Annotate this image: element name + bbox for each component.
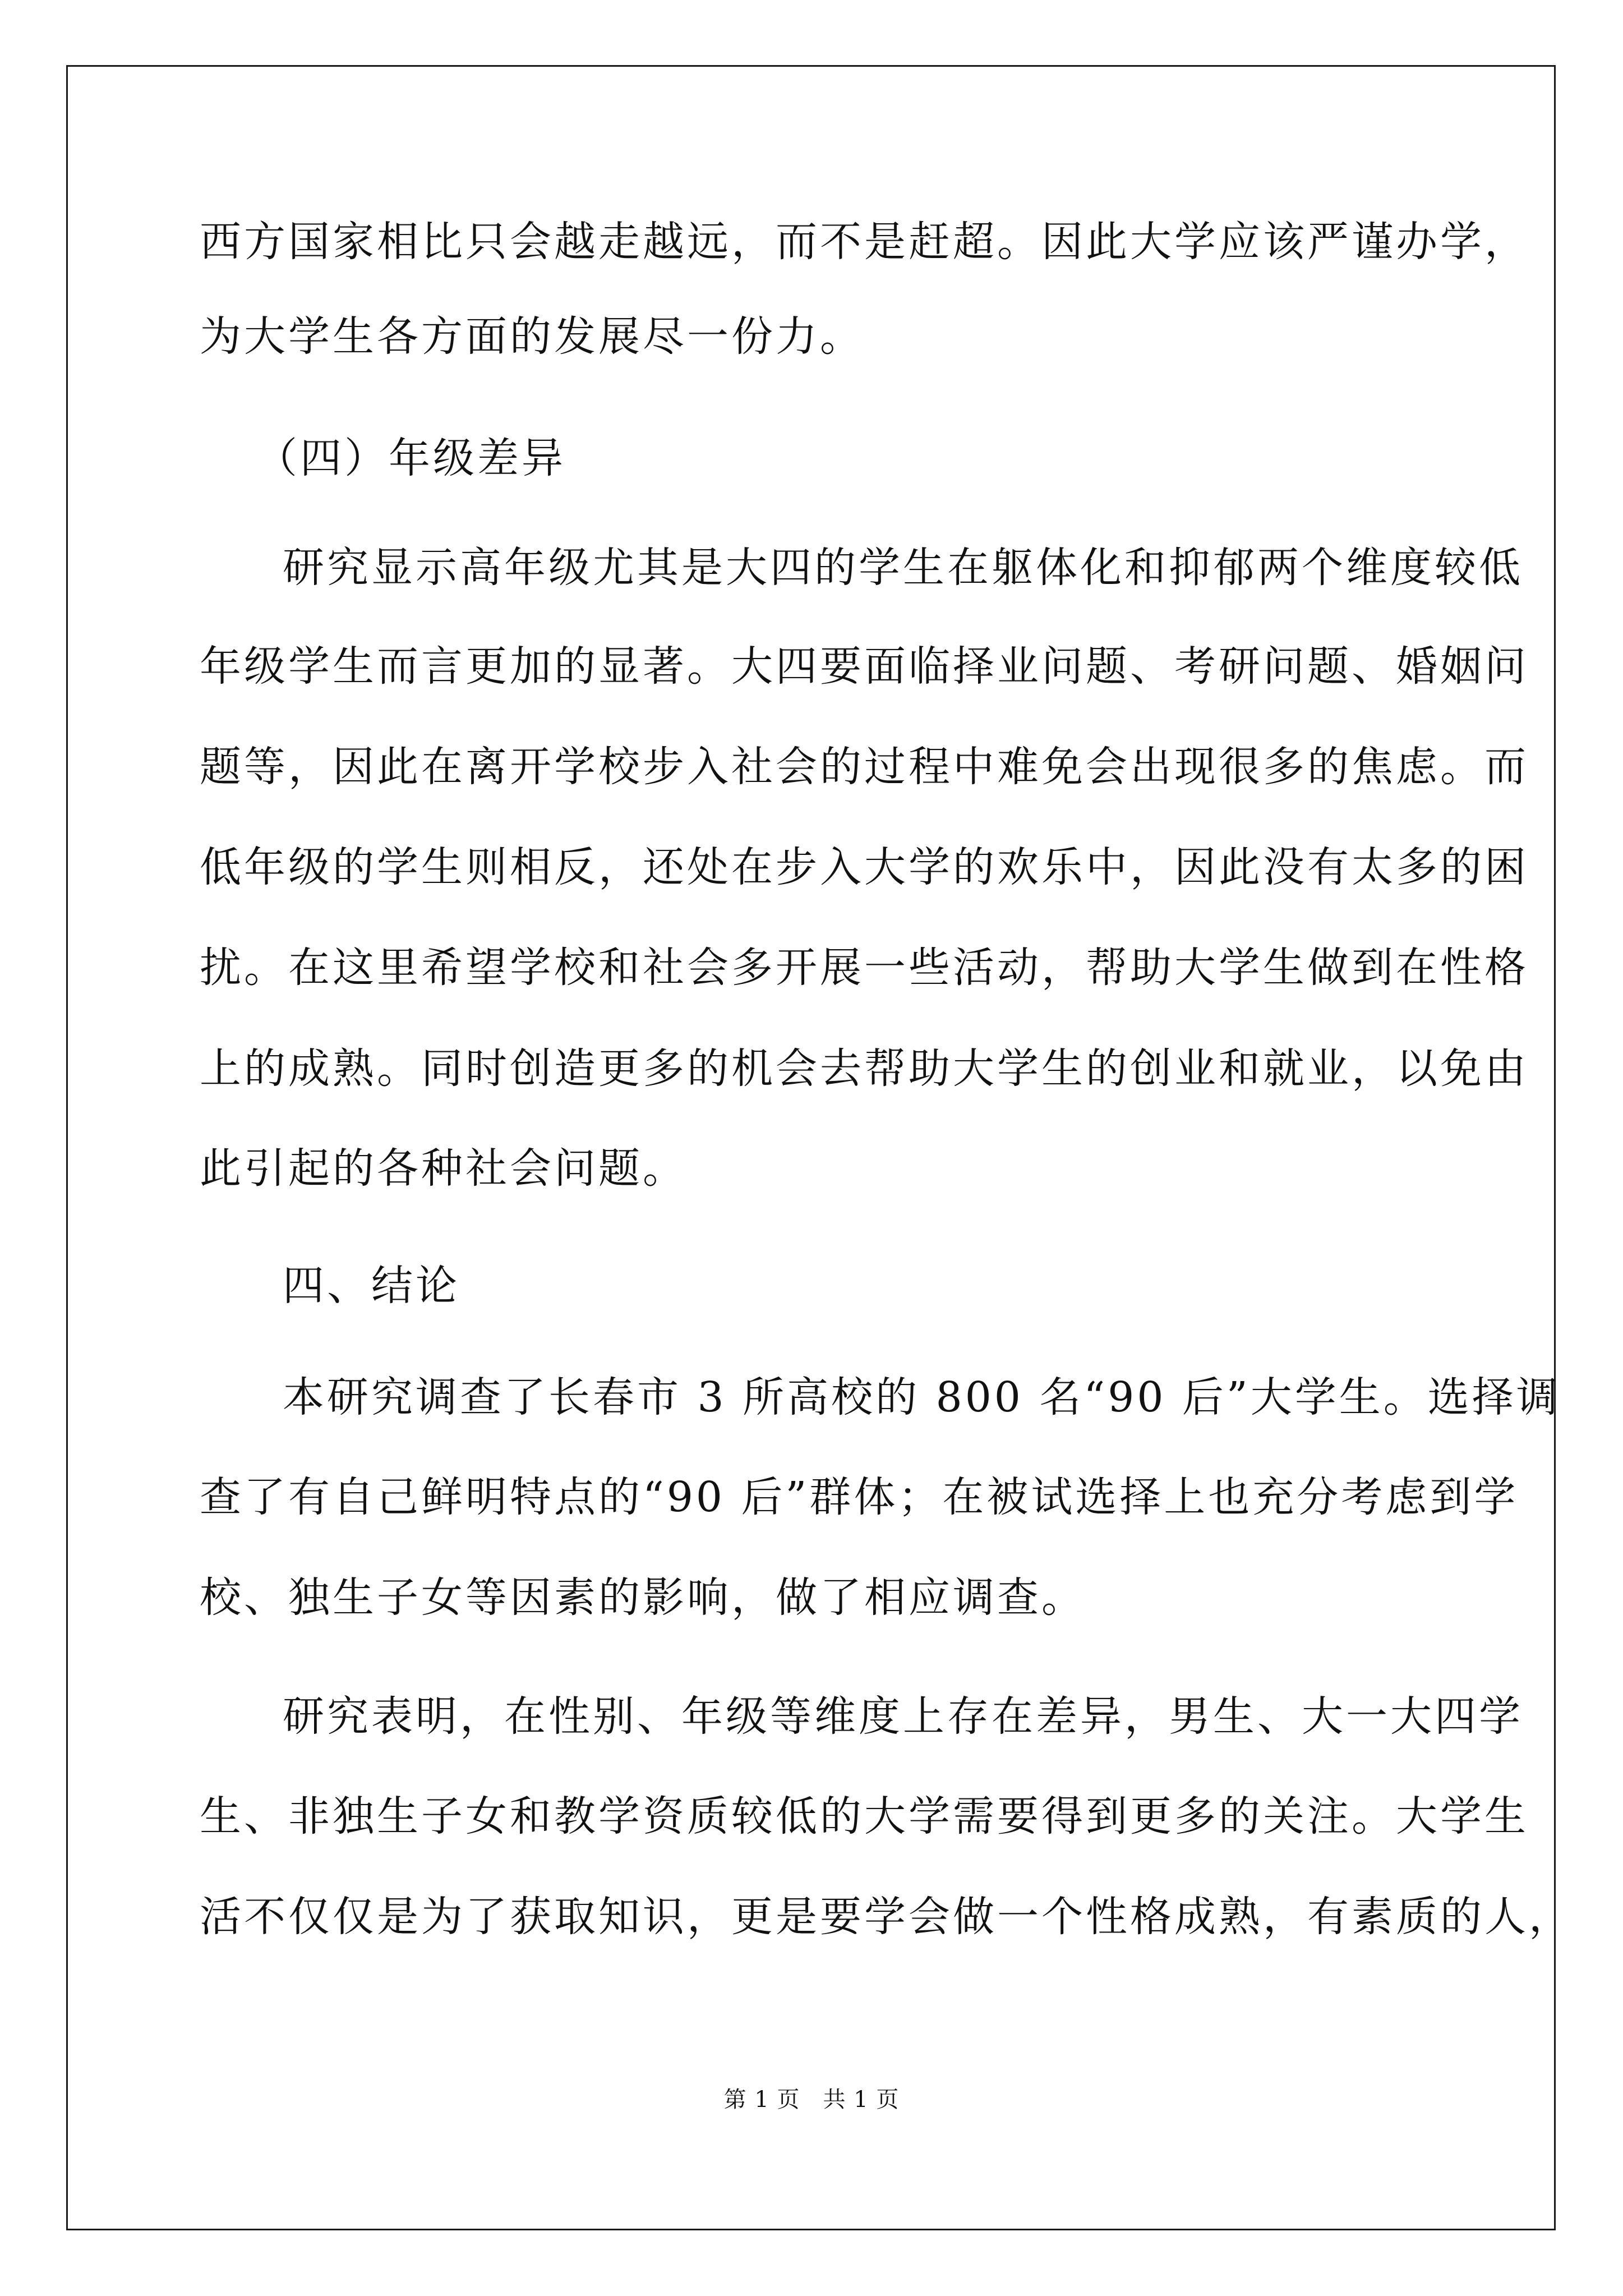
text-line: 校、独生子女等因素的影响，做了相应调查。: [200, 1573, 1086, 1622]
text-line: 年级学生而言更加的显著。大四要面临择业问题、考研问题、婚姻问: [200, 642, 1529, 691]
text-line: 活不仅仅是为了获取知识，更是要学会做一个性格成熟，有素质的人，: [200, 1893, 1573, 1941]
text-line: 题等，因此在离开学校步入社会的过程中难免会出现很多的焦虑。而: [200, 743, 1529, 791]
text-line: 西方国家相比只会越走越远，而不是赶超。因此大学应该严谨办学，: [200, 218, 1529, 266]
text-line: 为大学生各方面的发展尽一份力。: [200, 312, 864, 361]
section-heading: （四）年级差异: [256, 434, 566, 482]
text-line: 扰。在这里希望学校和社会多开展一些活动，帮助大学生做到在性格: [200, 944, 1529, 992]
text-line: 上的成熟。同时创造更多的机会去帮助大学生的创业和就业，以免由: [200, 1045, 1529, 1093]
text-line: 生、非独生子女和教学资质较低的大学需要得到更多的关注。大学生: [200, 1792, 1529, 1841]
text-line: 查了有自己鲜明特点的“90 后”群体；在被试选择上也充分考虑到学: [200, 1473, 1519, 1521]
paragraph-first-line: 研究显示高年级尤其是大四的学生在躯体化和抑郁两个维度较低: [283, 544, 1523, 592]
section-heading: 四、结论: [283, 1262, 460, 1310]
text-line: 低年级的学生则相反，还处在步入大学的欢乐中，因此没有太多的困: [200, 843, 1529, 891]
text-line: 此引起的各种社会问题。: [200, 1144, 687, 1193]
paragraph-first-line: 研究表明，在性别、年级等维度上存在差异，男生、大一大四学: [283, 1692, 1523, 1741]
paragraph-first-line: 本研究调查了长春市 3 所高校的 800 名“90 后”大学生。选择调: [283, 1373, 1561, 1421]
page-footer: 第 1 页 共 1 页: [723, 2087, 900, 2113]
